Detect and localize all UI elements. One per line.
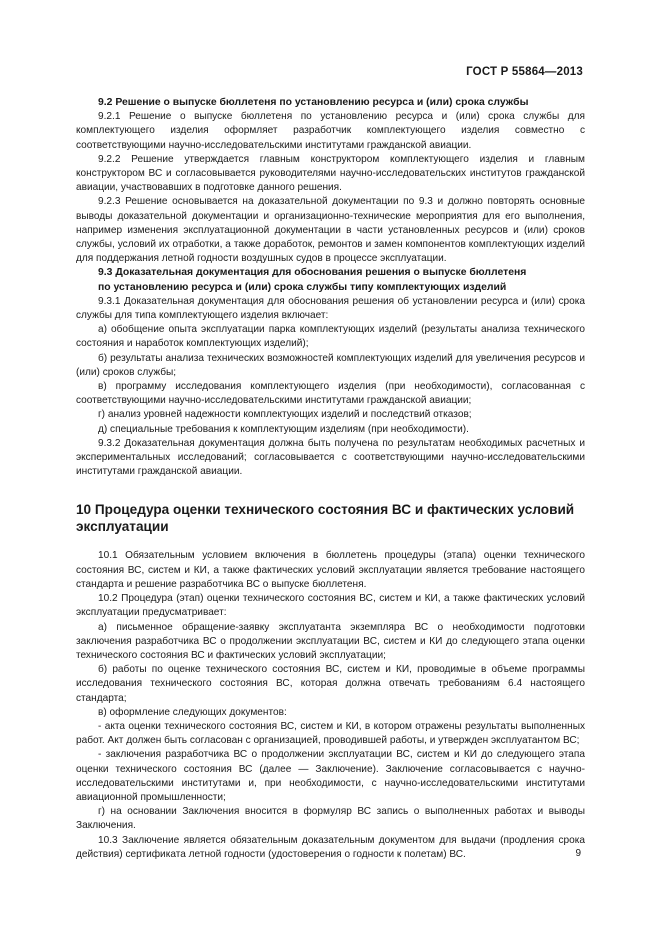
- list-item-9-3-1-v: в) программу исследования комплектующего изделия (при необходимости), согласованная с соответствующими научно-исследовательскими институтами гражданской авиации;: [76, 381, 585, 407]
- paragraph-10-1: 10.1 Обязательным условием включения в бюллетень процедуры (этапа) оценки технического состояния ВС, систем и КИ, а также фактических условий эксплуатации является требование настоящего стандарта и решение разработчика ВС о выпуске бюллетеня.: [76, 550, 585, 590]
- list-item-9-3-1-a: а) обобщение опыта эксплуатации парка комплектующих изделий (результаты анализа технического состояния и наработок комплектующих изделий);: [76, 324, 585, 350]
- section-10-heading: [76, 501, 585, 535]
- paragraph-9-2-2: 9.2.2 Решение утверждается главным конструктором комплектующего изделия и главным конструктором ВС и согласовывается руководителями научно-исследовательских институтов гражданской авиации, участвовавших в подготовке данного решения.: [76, 153, 585, 194]
- list-item-10-2-v-act: - акта оценки технического состояния ВС, систем и КИ, в котором отражены результаты выполненных работ. Акт должен быть согласован с организацией, проводившей работы, и утвержден эксплуатантом ВС;: [76, 720, 585, 747]
- heading-9-2: 9.2 Решение о выпуске бюллетеня по установлению ресурса и (или) срока службы: [98, 97, 529, 108]
- list-item-10-2-g: г) на основании Заключения вносится в формуляр ВС запись о выполненных работах и выводы Заключения.: [76, 806, 585, 832]
- paragraph-9-2-3: 9.2.3 Решение основывается на доказательной документации по 9.3 и должно повторять основные выводы доказательной документации и организационно-технические мероприятия для его выполнения, например изменения эксплуатационной документации в части установленных ресурсов и (или) сроков службы, условий их отработки, а также доработок, ремонтов и замен компонентов комплектующих изделий для поддержания летной годности воздушных судов в процессе эксплуатации.: [76, 196, 585, 265]
- list-item-10-2-v: в) оформление следующих документов:: [98, 706, 287, 718]
- heading-9-3-line2: по установлению ресурса и (или) срока службы типу комплектующих изделий: [98, 281, 507, 293]
- paragraph-10-2: 10.2 Процедура (этап) оценки технического состояния ВС, систем и КИ, а также фактических условий эксплуатации предусматривает:: [76, 593, 585, 619]
- list-item-10-2-b: б) работы по оценке технического состояния ВС, систем и КИ, проводимые в объеме программы исследования технического состояния ВС, которая должна отвечать требованиям 6.4 настоящего стандарта;: [76, 664, 585, 704]
- page-body: [76, 96, 585, 862]
- heading-9-3-line1: 9.3 Доказательная документация для обоснования решения о выпуске бюллетеня: [98, 267, 527, 279]
- page-number: 9: [575, 848, 581, 859]
- list-item-10-2-a: а) письменное обращение-заявку эксплуатанта экземпляра ВС о необходимости подготовки заключения разработчика ВС о продолжении эксплуатации ВС, систем и КИ до следующего этапа оценки технического состояния ВС и фактических условий эксплуатации;: [76, 621, 585, 661]
- paragraph-9-3-1: 9.3.1 Доказательная документация для обоснования решения об установлении ресурса и (или) срока службы для типа комплектующего изделия включает:: [76, 295, 585, 322]
- list-item-9-3-1-b: б) результаты анализа технических возможностей комплектующих изделий для увеличения ресурсов и (или) сроков службы;: [76, 352, 585, 378]
- standard-code: ГОСТ Р 55864—2013: [466, 66, 583, 78]
- paragraph-9-2-1: 9.2.1 Решение о выпуске бюллетеня по установлению ресурса и (или) срока службы для комплектующего изделия оформляет разработчик комплектующего изделия совместно с соответствующими научно-исследовательскими институтами гражданской авиации.: [76, 111, 585, 151]
- paragraph-9-3-2: 9.3.2 Доказательная документация должна быть получена по результатам необходимых расчетных и экспериментальных исследований; согласовывается с соответствующими научно-исследовательскими институтами гражданской авиации.: [76, 437, 585, 478]
- section-10-heading-line2: эксплуатации: [76, 519, 169, 535]
- list-item-9-3-1-d: д) специальные требования к комплектующим изделиям (при необходимости).: [98, 423, 469, 435]
- list-item-9-3-1-g: г) анализ уровней надежности комплектующих изделий и последствий отказов;: [98, 409, 472, 421]
- list-item-10-2-v-conclusion: - заключения разработчика ВС о продолжении эксплуатации ВС, систем и КИ до следующего этапа оценки технического состояния ВС (далее — Заключение). Заключение согласовывается с научно-исследовательскими институтами и, при необходимости, с научно-исследовательскими институтами авиационной промышленности;: [76, 749, 585, 803]
- paragraph-10-3: 10.3 Заключение является обязательным доказательным документом для выдачи (продления срока действия) сертификата летной годности (удостоверения о годности к полетам) ВС.: [76, 834, 585, 860]
- section-10-heading-line1: 10 Процедура оценки технического состояния ВС и фактических условий: [76, 502, 575, 518]
